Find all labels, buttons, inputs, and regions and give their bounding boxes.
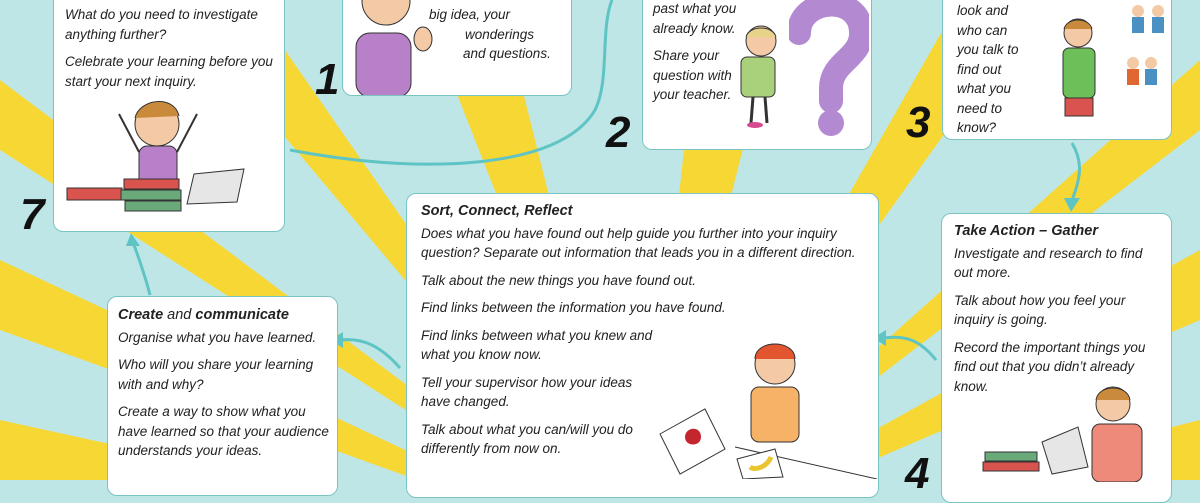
talking-child-illustration (348, 0, 433, 96)
arrow-6-to-7 (133, 242, 150, 295)
step-6-para-3: Create a way to show what you have learned so that your audience understands your ideas. (118, 404, 329, 458)
step-3-card (942, 0, 1172, 140)
step-2-para-1: past what you already know. (653, 1, 737, 36)
wondering-child-illustration (1033, 3, 1168, 135)
step-5-para-1: Does what you have found out help guide you further into your inquiry question? Separate out information that leads you in a different direction. (421, 225, 856, 260)
step-1-line-2: wonderings (465, 26, 535, 42)
step-5-para-3: Find links between the information you have found. (421, 300, 726, 315)
step-5-para-5: Tell your supervisor how your ideas have changed. (421, 374, 633, 409)
step-number-4: 4 (905, 449, 930, 498)
step-4-para-2: Talk about how you feel your inquiry is going. (954, 292, 1126, 327)
step-2-para-2: Share your question with your teacher. (653, 48, 732, 102)
step-5-card (406, 193, 879, 498)
question-mark-icon (789, 0, 869, 138)
step-4-title: Take Action – Gather (954, 223, 1098, 239)
step-7-card (53, 0, 285, 232)
celebrating-child-illustration (59, 94, 274, 219)
step-5-title: Sort, Connect, Reflect (421, 203, 573, 219)
step-6-title-part-1: Create (118, 307, 164, 323)
step-7-para-1: What do you need to investigate anything further? (65, 7, 258, 42)
step-6-para-2: Who will you share your learning with and why? (118, 357, 314, 392)
step-6-title (118, 306, 329, 326)
step-5-para-2: Talk about the new things you have found out. (421, 272, 696, 288)
step-1-line-1: big idea, your (429, 7, 511, 22)
step-number-7: 7 (20, 190, 45, 239)
step-1-line-3: and questions. (463, 46, 551, 61)
step-3-text: look and who can you talk to find out what you need to know? (957, 3, 1019, 135)
sorting-child-illustration (655, 339, 877, 479)
step-6-card (107, 296, 338, 496)
step-number-1: 1 (315, 55, 340, 104)
step-5-para-4: Find links between what you knew and what you know now. (421, 327, 653, 362)
computer-child-illustration (980, 382, 1170, 482)
step-4-para-3: Record the important things you find out that you didn’t already know. (954, 339, 1146, 394)
step-number-2: 2 (606, 108, 631, 157)
step-1-card (342, 0, 572, 96)
step-7-para-2: Celebrate your learning before you start your next inquiry. (65, 54, 273, 89)
step-6-title-part-3: communicate (195, 307, 289, 323)
step-6-para-1: Organise what you have learned. (118, 329, 317, 345)
step-5-para-6: Talk about what you can/will you do differently from now on. (421, 421, 633, 456)
step-6-title-part-2: and (167, 307, 192, 323)
step-4-para-1: Investigate and research to find out more. (954, 245, 1143, 280)
step-2-card (642, 0, 872, 150)
step-number-3: 3 (906, 98, 931, 147)
step-4-card (941, 213, 1172, 503)
